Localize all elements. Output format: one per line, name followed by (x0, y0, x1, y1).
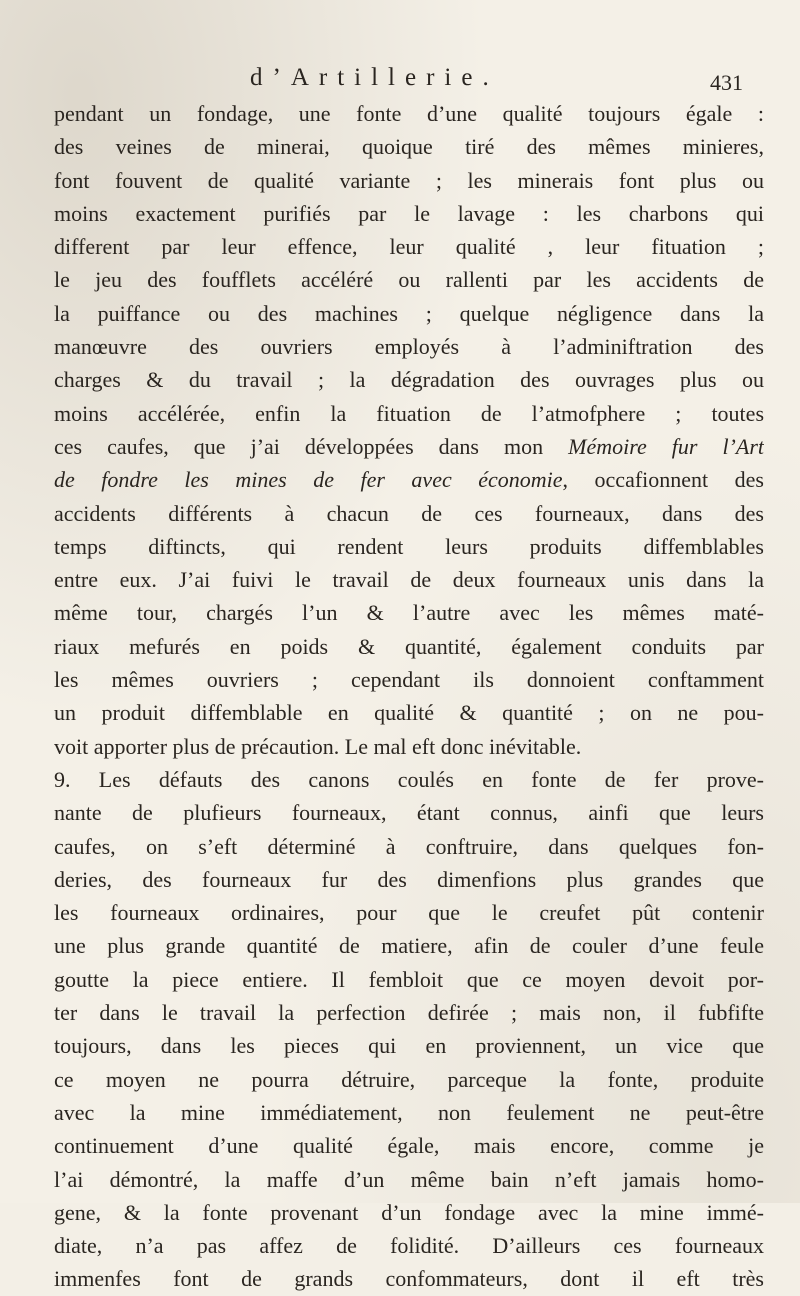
text-line: ces caufes, que j’ai développées dans mon Mémoire fur l’Art (54, 433, 764, 459)
text-line: l’ai démontré, la maffe d’un même bain n’eft jamais homo- (54, 1166, 764, 1192)
text-line: même tour, chargés l’un & l’autre avec les mêmes maté- (54, 600, 764, 626)
text-line: font fouvent de qualité variante ; les minerais font plus ou (54, 167, 764, 193)
text-line: continuement d’une qualité égale, mais encore, comme je (54, 1133, 764, 1159)
text-line: manœuvre des ouvriers employés à l’adminiftration des (54, 334, 764, 360)
text-line: immenfes font de grands confommateurs, dont il eft très (54, 1266, 764, 1292)
text-line: riaux mefurés en poids & quantité, également conduits par (54, 633, 764, 659)
book-title-italic: Mémoire fur l’Art (568, 433, 764, 459)
text-line: moins exactement purifiés par le lavage : les charbons qui (54, 200, 764, 226)
text-line: de fondre les mines de fer avec économie, occafionnent des (54, 467, 764, 493)
book-title-italic: de fondre les mines de fer avec économie (54, 467, 563, 493)
text-line: pendant un fondage, une fonte d’une qualité toujours égale : (54, 101, 764, 126)
text-line: entre eux. J’ai fuivi le travail de deux fourneaux unis dans la (54, 567, 764, 593)
text-line: les fourneaux ordinaires, pour que le creufet pût contenir (54, 900, 764, 926)
text-line: diate, n’a pas affez de folidité. D’ailleurs ces fourneaux (54, 1233, 764, 1259)
text-line: des veines de minerai, quoique tiré des mêmes minieres, (54, 134, 764, 160)
running-title: d’Artillerie. (250, 64, 499, 91)
text-line: nante de plufieurs fourneaux, étant connus, ainfi que leurs (54, 800, 764, 826)
body-text (54, 97, 764, 1296)
page-number: 431 (710, 70, 743, 95)
text-line: ce moyen ne pourra détruire, parceque la fonte, produite (54, 1066, 764, 1092)
text-line: avec la mine immédiatement, non feulement ne peut-être (54, 1099, 764, 1125)
text-line: goutte la piece entiere. Il fembloit que ce moyen devoit por- (54, 966, 764, 992)
text-line: voit apporter plus de précaution. Le mal eft donc inévitable. (54, 733, 582, 759)
text-line: le jeu des foufflets accéléré ou rallenti par les accidents de (54, 267, 764, 293)
text-line: charges & du travail ; la dégradation des ouvrages plus ou (54, 367, 764, 393)
text-line: un produit diffemblable en qualité & quantité ; on ne pou- (54, 700, 764, 726)
text-line: deries, des fourneaux fur des dimenfions plus grandes que (54, 866, 764, 892)
text-line: 9. Les défauts des canons coulés en fonte de fer prove- (54, 766, 764, 792)
text-line: ter dans le travail la perfection defirée ; mais non, il fubfifte (54, 1000, 764, 1026)
text-line: les mêmes ouvriers ; cependant ils donnoient conftamment (54, 667, 764, 693)
text-line: une plus grande quantité de matiere, afin de couler d’une feule (54, 933, 764, 959)
text-line: la puiffance ou des machines ; quelque négligence dans la (54, 300, 764, 326)
text-line: gene, & la fonte provenant d’un fondage avec la mine immé- (54, 1199, 764, 1225)
text-line: moins accélérée, enfin la fituation de l’atmofphere ; toutes (54, 400, 764, 426)
text-line: different par leur effence, leur qualité , leur fituation ; (54, 234, 764, 260)
text-line: accidents différents à chacun de ces fourneaux, dans des (54, 500, 764, 526)
text-line: temps diftincts, qui rendent leurs produits diffemblables (54, 533, 764, 559)
text-line: toujours, dans les pieces qui en proviennent, un vice que (54, 1033, 764, 1059)
text-line: caufes, on s’eft déterminé à conftruire, dans quelques fon- (54, 833, 764, 859)
